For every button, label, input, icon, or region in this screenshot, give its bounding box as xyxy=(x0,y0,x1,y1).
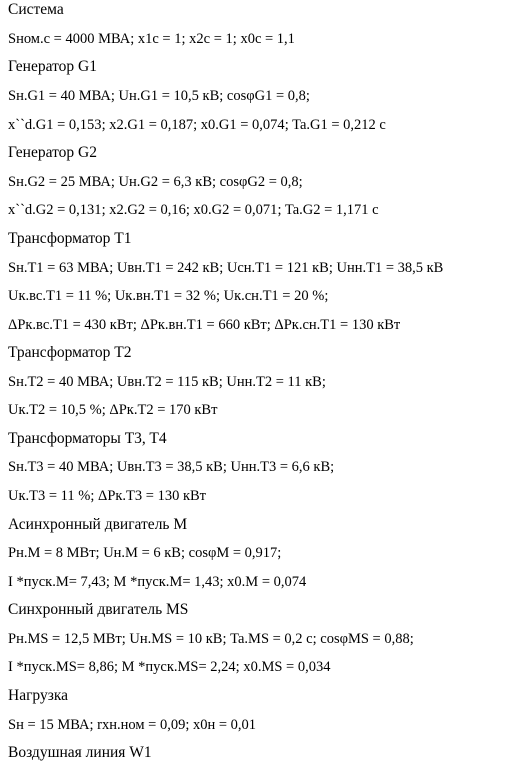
parameter-line xyxy=(8,486,206,506)
parameter-value: Uн.G1 = 10,5 кВ xyxy=(118,88,220,104)
parameter-value: x2.G2 = 0,16 xyxy=(109,202,186,218)
separator: ; xyxy=(235,659,244,675)
parameter-line xyxy=(8,115,386,135)
parameter-value: x0.G2 = 0,071 xyxy=(193,202,278,218)
parameter-value: ΔPк.вс.T1 = 430 кВт xyxy=(8,317,133,333)
section-heading: Генератор G2 xyxy=(8,144,97,161)
separator: ; xyxy=(324,288,329,304)
parameter-value: Sн.T2 = 40 МВА xyxy=(8,374,110,390)
parameter-value: M *пуск.M= 1,43 xyxy=(113,574,220,590)
parameter-value: I *пуск.M= 7,43 xyxy=(8,574,106,590)
separator: ; xyxy=(219,88,227,104)
separator: ; xyxy=(312,631,321,647)
parameter-value: M *пуск.MS= 2,24 xyxy=(121,659,236,675)
separator: ; xyxy=(89,717,98,733)
section-heading: Асинхронный двигатель M xyxy=(8,516,188,533)
parameter-line xyxy=(8,715,256,735)
parameter-value: cosφG2 = 0,8 xyxy=(219,174,299,190)
parameter-value: Pн.MS = 12,5 МВт xyxy=(8,631,122,647)
section-heading: Трансформатор T1 xyxy=(8,230,132,247)
separator: ; xyxy=(180,545,189,561)
parameter-value: Sном.с = 4000 МВА xyxy=(8,31,131,47)
parameter-value: Uнн.T2 = 11 кВ xyxy=(226,374,322,390)
parameter-value: Sн.T3 = 40 МВА xyxy=(8,459,110,475)
parameter-value: ΔPк.вн.T1 = 660 кВт xyxy=(140,317,267,333)
section-heading: Генератор G1 xyxy=(8,58,97,75)
parameter-value: Ta.G2 = 1,171 с xyxy=(284,202,379,218)
parameter-value: x0н = 0,01 xyxy=(193,717,257,733)
parameter-value: Uвн.T3 = 38,5 кВ xyxy=(116,459,223,475)
parameter-line xyxy=(8,457,334,477)
parameter-line xyxy=(8,172,303,192)
parameter-value: Uсн.T1 = 121 кВ xyxy=(226,260,329,276)
separator: ; xyxy=(305,88,310,104)
parameter-value: x0с = 1,1 xyxy=(240,31,295,47)
separator: ; xyxy=(330,459,335,475)
parameter-line xyxy=(8,29,295,49)
parameter-value: Uк.сн.T1 = 20 % xyxy=(223,288,325,304)
separator: ; xyxy=(222,459,231,475)
parameter-value: cosφMS = 0,88 xyxy=(320,631,410,647)
parameter-value: x2.G1 = 0,187 xyxy=(109,117,194,133)
separator: ; xyxy=(409,631,414,647)
separator: ; xyxy=(109,260,117,276)
parameter-value: Sн.T1 = 63 МВА xyxy=(8,260,110,276)
separator: ; xyxy=(110,174,119,190)
section-heading: Трансформатор T2 xyxy=(8,344,132,361)
separator: ; xyxy=(219,574,228,590)
parameter-value: Sн.G1 = 40 МВА xyxy=(8,88,111,104)
separator: ; xyxy=(181,31,190,47)
parameter-value: Ta.MS = 0,2 с xyxy=(230,631,313,647)
separator: ; xyxy=(90,488,98,504)
section-heading: Нагрузка xyxy=(8,687,69,704)
parameter-value: Pн.M = 8 МВт xyxy=(8,545,96,561)
separator: ; xyxy=(321,374,326,390)
parameter-value: x0.G1 = 0,074 xyxy=(200,117,285,133)
parameter-line xyxy=(8,629,414,649)
separator: ; xyxy=(101,402,110,418)
parameter-value: ΔPк.T2 = 170 кВт xyxy=(109,402,218,418)
parameter-line xyxy=(8,400,217,420)
separator: ; xyxy=(219,260,227,276)
parameter-value: Uк.вс.T1 = 11 % xyxy=(8,288,108,304)
separator: ; xyxy=(132,317,141,333)
separator: ; xyxy=(185,717,193,733)
separator: ; xyxy=(121,631,130,647)
parameter-value: Uн.M = 6 кВ xyxy=(103,545,181,561)
separator: ; xyxy=(232,31,241,47)
parameter-value: Uнн.T3 = 6,6 кВ xyxy=(230,459,331,475)
parameter-line xyxy=(8,315,400,335)
parameter-value: Uн.G2 = 6,3 кВ xyxy=(118,174,212,190)
parameter-value: Uн.MS = 10 кВ xyxy=(129,631,223,647)
separator: ; xyxy=(105,574,114,590)
separator: ; xyxy=(193,117,201,133)
separator: ; xyxy=(298,174,303,190)
parameter-value: x2с = 1 xyxy=(189,31,233,47)
parameter-value: Ta.G1 = 0,212 с xyxy=(292,117,386,133)
separator: ; xyxy=(284,117,293,133)
parameter-line xyxy=(8,657,330,677)
separator: ; xyxy=(107,288,115,304)
parameter-value: x``d.G2 = 0,131 xyxy=(8,202,102,218)
separator: ; xyxy=(101,202,110,218)
parameter-line xyxy=(8,86,310,106)
section-heading: Система xyxy=(8,1,64,18)
parameter-value: Uвн.T1 = 242 кВ xyxy=(116,260,220,276)
parameter-value: Uк.T2 = 10,5 % xyxy=(8,402,102,418)
parameter-line xyxy=(8,200,379,220)
parameter-value: ΔPк.сн.T1 = 130 кВт xyxy=(274,317,401,333)
section-heading: Воздушная линия W1 xyxy=(8,744,152,761)
section-heading: Трансформаторы T3, T4 xyxy=(8,430,167,447)
separator: ; xyxy=(222,631,231,647)
separator: ; xyxy=(277,202,285,218)
parameter-value: x0.MS = 0,034 xyxy=(243,659,331,675)
separator: ; xyxy=(113,659,122,675)
parameter-value: I *пуск.MS= 8,86 xyxy=(8,659,114,675)
parameter-value: Sн = 15 МВА xyxy=(8,717,90,733)
parameter-value: cosφG1 = 0,8 xyxy=(226,88,306,104)
parameter-line xyxy=(8,286,328,306)
parameter-value: Sн.G2 = 25 МВА xyxy=(8,174,111,190)
parameter-line xyxy=(8,543,281,563)
parameter-value: ΔPк.T3 = 130 кВт xyxy=(98,488,207,504)
parameter-value: rхн.ном = 0,09 xyxy=(97,717,186,733)
separator: ; xyxy=(212,174,220,190)
separator: ; xyxy=(185,202,194,218)
parameter-value: cosφM = 0,917 xyxy=(188,545,278,561)
parameter-line xyxy=(8,372,326,392)
separator: ; xyxy=(110,88,119,104)
separator: ; xyxy=(215,288,224,304)
parameter-value: Uнн.T1 = 38,5 кВ xyxy=(336,260,444,276)
section-heading: Синхронный двигатель MS xyxy=(8,601,189,618)
parameter-value: x0.M = 0,074 xyxy=(227,574,307,590)
parameter-value: Uвн.T2 = 115 кВ xyxy=(116,374,219,390)
separator: ; xyxy=(266,317,275,333)
separator: ; xyxy=(130,31,138,47)
parameter-value: x``d.G1 = 0,153 xyxy=(8,117,102,133)
separator: ; xyxy=(109,459,117,475)
parameter-line xyxy=(8,258,443,278)
parameter-value: x1с = 1 xyxy=(137,31,182,47)
parameter-line xyxy=(8,572,306,592)
separator: ; xyxy=(328,260,337,276)
separator: ; xyxy=(218,374,227,390)
separator: ; xyxy=(95,545,104,561)
parameter-value: Uк.T3 = 11 % xyxy=(8,488,91,504)
separator: ; xyxy=(101,117,110,133)
separator: ; xyxy=(277,545,282,561)
separator: ; xyxy=(109,374,117,390)
parameter-value: Uк.вн.T1 = 32 % xyxy=(114,288,216,304)
